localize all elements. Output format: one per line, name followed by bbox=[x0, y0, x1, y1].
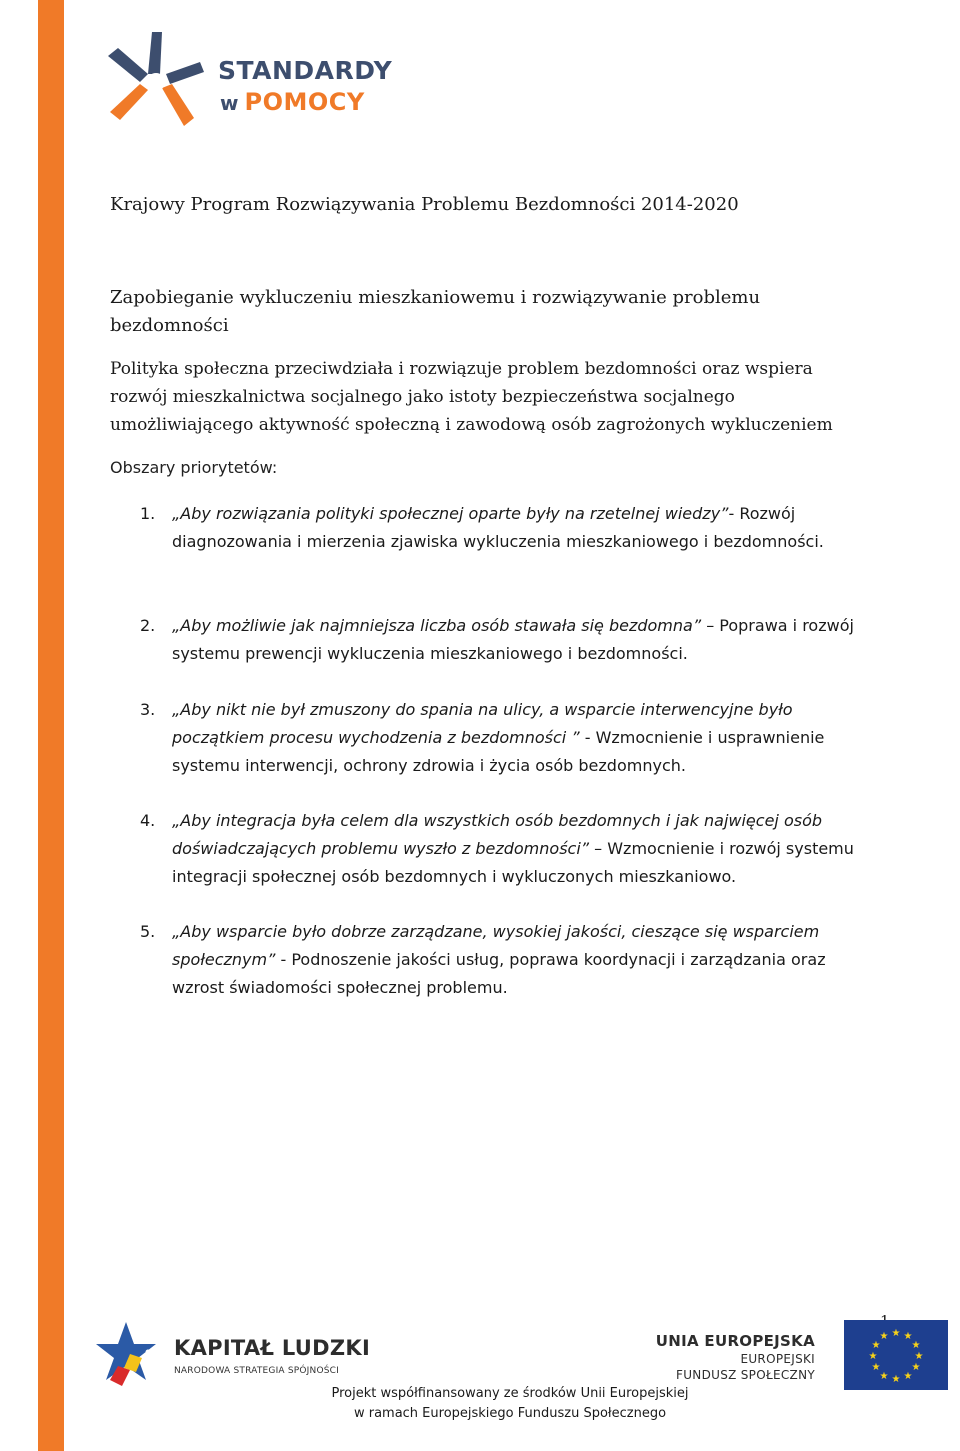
logo-text-standardy: STANDARDY bbox=[218, 56, 393, 85]
priority-quote: „Aby możliwie jak najmniejsza liczba osób stawała się bezdomna” bbox=[172, 616, 702, 635]
logo-text-w: w bbox=[220, 91, 239, 115]
svg-text:★: ★ bbox=[871, 1362, 881, 1373]
priority-item bbox=[140, 500, 880, 556]
priority-text bbox=[172, 612, 880, 668]
orange-side-bar bbox=[38, 0, 64, 1451]
priority-number: 5. bbox=[140, 922, 156, 941]
priority-item bbox=[140, 612, 880, 668]
svg-text:★: ★ bbox=[891, 1374, 901, 1385]
funding-note bbox=[300, 1384, 720, 1424]
standardy-w-pomocy-logo bbox=[96, 28, 396, 138]
svg-text:★: ★ bbox=[871, 1340, 881, 1351]
eu-efs-logo bbox=[655, 1320, 950, 1390]
priority-quote: „Aby wsparcie było dobrze zarządzane, wysokiej jakości, cieszące się wsparciem społecznym” bbox=[172, 922, 820, 969]
priority-description: - Podnoszenie jakości usług, poprawa koordynacji i zarządzania oraz wzrost świadomości społecznej problemu. bbox=[172, 950, 826, 997]
priority-text bbox=[172, 500, 880, 556]
priority-quote: „Aby rozwiązania polityki społecznej oparte były na rzetelnej wiedzy” bbox=[172, 504, 729, 523]
priority-description: - Wzmocnienie i usprawnienie systemu interwencji, ochrony zdrowia i życia osób bezdomnych. bbox=[172, 728, 825, 775]
kapital-ludzki-logo bbox=[96, 1314, 371, 1394]
priority-number: 1. bbox=[140, 504, 156, 523]
svg-text:★: ★ bbox=[903, 1331, 913, 1342]
svg-text:★: ★ bbox=[879, 1371, 889, 1382]
kapital-ludzki-emblem-icon bbox=[96, 1314, 170, 1394]
svg-text:★: ★ bbox=[891, 1328, 901, 1339]
intro-paragraph: Polityka społeczna przeciwdziała i rozwiązuje problem bezdomności oraz wspiera rozwój mieszkalnictwa socjalnego jako istoty bezpieczeństwa socjalnego umożliwiającego aktywność społeczną i zawodową osób zagrożonych wykluczeniem bbox=[110, 359, 833, 435]
eu-flag-icon bbox=[844, 1320, 948, 1390]
priority-number: 3. bbox=[140, 700, 156, 719]
priority-quote: „Aby nikt nie był zmuszony do spania na ulicy, a wsparcie interwencyjne było początkiem procesu wychodzenia z bezdomności ” bbox=[172, 700, 793, 747]
priorities-label: Obszary priorytetów: bbox=[110, 458, 278, 477]
priority-item bbox=[140, 696, 880, 780]
priority-number: 2. bbox=[140, 616, 156, 635]
svg-text:★: ★ bbox=[879, 1331, 889, 1342]
priority-description: – Poprawa i rozwój systemu prewencji wykluczenia mieszkaniowego i bezdomności. bbox=[172, 616, 854, 663]
svg-text:★: ★ bbox=[911, 1340, 921, 1351]
star-figure-icon bbox=[96, 28, 216, 138]
document-title: Krajowy Program Rozwiązywania Problemu Bezdomności 2014-2020 bbox=[110, 194, 739, 215]
svg-text:★: ★ bbox=[914, 1351, 924, 1362]
svg-text:★: ★ bbox=[911, 1362, 921, 1373]
kapital-ludzki-subtitle: NARODOWA STRATEGIA SPÓJNOŚCI bbox=[174, 1366, 339, 1376]
priority-text bbox=[172, 696, 880, 780]
logo-text-w-pomocy bbox=[220, 88, 365, 116]
priority-item bbox=[140, 807, 880, 891]
priority-quote: „Aby integracja była celem dla wszystkich osób bezdomnych i jak najwięcej osób doświadczających problemu wyszło z bezdomności” bbox=[172, 811, 823, 858]
priority-number: 4. bbox=[140, 811, 156, 830]
priority-description: – Wzmocnienie i rozwój systemu integracji społecznej osób bezdomnych i wykluczonych mieszkaniowo. bbox=[172, 839, 854, 886]
svg-text:★: ★ bbox=[903, 1371, 913, 1382]
eu-fund-label-2: FUNDUSZ SPOŁECZNY bbox=[676, 1368, 815, 1382]
priority-text bbox=[172, 807, 880, 891]
kapital-ludzki-title: KAPITAŁ LUDZKI bbox=[174, 1336, 371, 1360]
priority-description: - Rozwój diagnozowania i mierzenia zjawiska wykluczenia mieszkaniowego i bezdomności. bbox=[172, 504, 824, 551]
logo-text-pomocy: POMOCY bbox=[244, 88, 365, 116]
funding-line-2: w ramach Europejskiego Funduszu Społecznego bbox=[353, 1406, 667, 1421]
funding-line-1: Projekt współfinansowany ze środków Unii Europejskiej bbox=[331, 1386, 689, 1401]
priority-text bbox=[172, 918, 880, 1002]
priority-item bbox=[140, 918, 880, 1002]
svg-text:★: ★ bbox=[868, 1351, 878, 1362]
section-heading: Zapobieganie wykluczeniu mieszkaniowemu i rozwiązywanie problemu bezdomności bbox=[110, 287, 761, 336]
eu-label: UNIA EUROPEJSKA bbox=[655, 1332, 815, 1350]
eu-fund-label-1: EUROPEJSKI bbox=[740, 1352, 815, 1366]
